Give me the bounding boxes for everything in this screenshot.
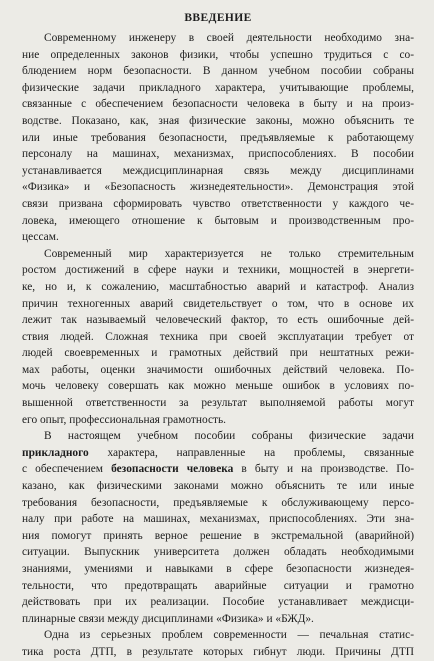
text-line: В настоящем учебном пособии собраны физические задачи — [44, 430, 414, 443]
text-fragment: в быту и на производстве. По- — [233, 463, 414, 476]
text-line: связанные с обеспечением безопасности человека в быту и на произ- — [22, 98, 414, 111]
bold-term: прикладного — [22, 446, 89, 459]
paragraph-3 — [22, 428, 414, 627]
text-line: ростом достижений в сфере науки и техники, мощностей в энергети- — [22, 264, 414, 277]
text-line: «Физика» и «Безопасность жизнедеятельности». Демонстрация этой — [22, 181, 414, 194]
text-line: связи призвана сформировать чувство ответственности у каждого че- — [22, 197, 414, 210]
text-line: физические задачи прикладного характера, учитывающие проблемы, — [22, 81, 414, 94]
paragraph-2 — [22, 246, 414, 429]
text-line: налу при работе на машинах, механизмах, приспособлениях. Эти зна- — [22, 513, 414, 526]
text-line: или иные требования безопасности, предъявляемые к работающему — [22, 131, 414, 144]
text-line: Современному инженеру в своей деятельности необходимо зна- — [44, 32, 414, 44]
text-line: причин техногенных аварий свидетельствует о том, что в основе их — [22, 297, 414, 310]
text-line — [22, 445, 414, 462]
text-line: плинарные связи между дисциплинами «Физика» и «БЖД». — [22, 612, 314, 625]
text-line: требования безопасности, предъявляемые к обслуживающему персо- — [22, 496, 414, 509]
text-line: ния помогут принять верное решение в экстремальной (аварийной) — [22, 529, 414, 542]
text-line: людей своевременных и грамотных действий при нештатных режи- — [22, 347, 414, 360]
text-line: мочь человеку совершать как можно меньше ошибок в условиях по- — [22, 380, 414, 393]
text-line: ловека, имеющего отношение к бытовым и производственным про- — [22, 214, 414, 227]
text-line: устанавливается междисциплинарная связь между дисциплинами — [22, 164, 414, 177]
paragraph-1 — [22, 30, 414, 246]
text-line: Одна из серьезных проблем современности — печальная статис- — [44, 629, 414, 642]
text-line: блюдением норм безопасности. В данном учебном пособии собраны — [22, 65, 414, 78]
text-line: ствия людей. Сложная техника при своей эксплуатации требует от — [22, 330, 414, 343]
text-line — [22, 461, 414, 478]
text-line: вышенной ответственности за результат выполняемой работы могут — [22, 397, 414, 410]
text-line: его опыт, профессиональная грамотность. — [22, 413, 227, 426]
text-line: казано, как физическими законами можно объяснить те или иные — [22, 480, 414, 493]
text-fragment: с обеспечением — [22, 463, 112, 476]
text-line: мах работы, оценки значимости ошибочных действий человека. По- — [22, 363, 414, 376]
text-line: тика роста ДТП, в результате которых гибнут люди. Причины ДТП — [22, 645, 414, 658]
text-line: водстве. Показано, как, зная физические законы, можно объяснить те — [22, 114, 414, 127]
page-title: ВВЕДЕНИЕ — [184, 12, 252, 24]
text-line: тельности, что предотвращать аварийные ситуации и грамотно — [22, 579, 414, 592]
text-line: действовать при их реализации. Пособие устанавливает междисци- — [22, 596, 414, 609]
text-line: ние определенных законов физики, чтобы успешно трудиться с со- — [22, 48, 414, 61]
text-line: лежит так называемый человеческий фактор, то есть ошибочные дей- — [22, 314, 414, 327]
text-line: ке, но и, к сожалению, масштабностью аварий и катастроф. Анализ — [22, 280, 414, 293]
paragraph-4 — [22, 627, 414, 660]
text-line: персоналу на машинах, механизмах, приспособлениях. В пособии — [22, 148, 414, 161]
bold-term: безопасности человека — [111, 463, 234, 476]
text-fragment: характера, направленные на проблемы, связанные — [88, 446, 414, 459]
text-line: цессам. — [22, 231, 59, 244]
text-line: знаниями, умениями и навыками в сфере безопасности жизнедея- — [22, 563, 414, 575]
text-line: Современный мир характеризуется не только стремительным — [44, 247, 414, 260]
text-line: ситуации. Выпускник университета должен обладать необходимыми — [22, 546, 414, 559]
